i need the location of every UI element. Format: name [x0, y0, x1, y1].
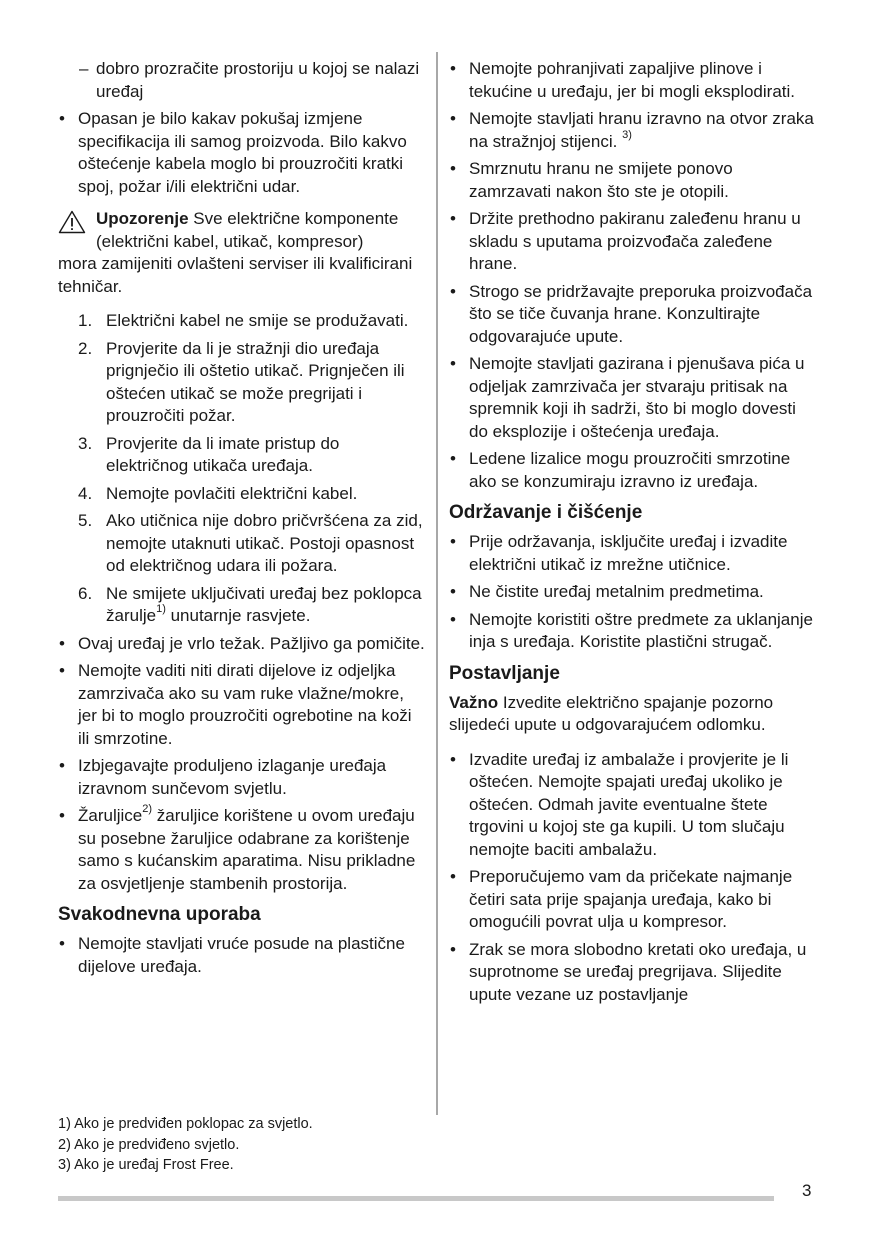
- bullet-text-tail: žarulјice korištene u ovom uređaju su posebne žarulјice odabrane za korištenje samo s kućanskim aparatima. Nisu prikladne za osvjetlјenje stambenih prostorija.: [78, 806, 416, 893]
- bullet-item: [58, 633, 426, 656]
- bullet-text: Prije održavanja, isključite uređaj i izvadite električni utikač iz mrežne utičnice.: [469, 532, 788, 574]
- bullet-item: [58, 108, 426, 198]
- footer-rule: [58, 1196, 774, 1201]
- bullet-item: [58, 933, 426, 978]
- bullet-text: Nemojte stavljati gazirana i pjenušava pića u odjeljak zamrzivača jer stvaraju pritisak na spremnik koji ih sadrži, što bi moglo dovesti do eksplozije i oštećenja uređaja.: [469, 354, 805, 441]
- bullet-text: Zrak se mora slobodno kretati oko uređaja, u suprotnome se uređaj pregrijava. Slijedite upute vezane uz postavljanje: [469, 939, 807, 1004]
- dash-item: [58, 58, 426, 103]
- right-column: [449, 58, 817, 1011]
- bullet-marker: •: [59, 109, 65, 128]
- warning-text-rest: mora zamijeniti ovlašteni serviser ili kvalificirani tehničar.: [58, 254, 413, 296]
- bullet-item: [58, 805, 426, 895]
- footnote: 2) Ako je predviđeno svjetlo.: [58, 1136, 240, 1153]
- bullet-item: [449, 58, 817, 103]
- bullet-marker: •: [450, 867, 456, 886]
- bullet-item: [449, 281, 817, 349]
- bullet-marker: •: [450, 582, 456, 601]
- bullet-item: [449, 448, 817, 493]
- bullet-text: Nemojte pohranjivati zapaljive plinove i tekućine u uređaju, jer bi mogli eksplodirati.: [469, 59, 796, 101]
- item-text: Nemojte povlačiti električni kabel.: [106, 483, 358, 503]
- page-number: 3: [802, 1181, 812, 1200]
- important-label: Važno: [449, 692, 499, 712]
- bullet-marker: •: [450, 532, 456, 551]
- warning-first-lines: [58, 208, 426, 253]
- bullet-text: Nemojte stavljati hranu izravno na otvor zraka na stražnjoj stijenci.: [469, 109, 814, 151]
- section-heading-maintenance: Održavanje i čišćenje: [449, 502, 643, 523]
- item-number: 4.: [78, 483, 93, 503]
- bullet-text: Žarulјice: [78, 806, 143, 825]
- bullet-marker: •: [450, 609, 456, 629]
- bullet-text: Smrznutu hranu ne smijete ponovo zamrzavati nakon što ste je otopili.: [469, 159, 733, 201]
- bullet-item: [449, 609, 817, 654]
- bullet-marker: •: [59, 806, 65, 825]
- bullet-marker: •: [59, 661, 65, 680]
- bullet-marker: •: [450, 209, 456, 228]
- bullet-text: Držite prethodno pakiranu zaleđenu hranu u skladu s uputama proizvođača zaleđene hrane.: [469, 209, 801, 273]
- bullet-text: Nemojte vaditi niti dirati dijelove iz odjeljka zamrzivača ako su vam ruke vlažne/mokre, jer bi to moglo prouzročiti ogrebotine na koži ili smrzotine.: [78, 661, 412, 748]
- warning-block: [58, 208, 426, 298]
- bullet-text: Nemojte koristiti oštre predmete za uklanjanje inja s uređaja. Koristite plastični strugač.: [469, 609, 813, 651]
- numbered-item: [78, 433, 426, 478]
- item-number: 3.: [78, 433, 93, 453]
- bullet-marker: •: [450, 354, 456, 373]
- footnote: 1) Ako je predviđen poklopac za svjetlo.: [58, 1116, 313, 1132]
- footnotes: [58, 1114, 426, 1176]
- bullet-item: [449, 158, 817, 203]
- bullet-text: Nemojte stavljati vruće posude na plastične dijelove uređaja.: [78, 934, 405, 976]
- bullet-text: Ne čistite uređaj metalnim predmetima.: [469, 582, 764, 601]
- footnote-ref: 1): [156, 603, 166, 616]
- footnote: 3) Ako je uređaj Frost Free.: [58, 1157, 234, 1173]
- bullet-marker: •: [450, 109, 456, 128]
- bullet-text: Izbjegavajte produljeno izlaganje uređaja izravnom sunčevom svjetlu.: [78, 756, 387, 798]
- left-column: [58, 58, 426, 983]
- bullet-text: Preporučujemo vam da pričekate najmanje četiri sata prije spajanja uređaja, kako bi omogućili povrat ulja u kompresor.: [469, 867, 793, 931]
- bullet-marker: •: [59, 756, 65, 775]
- bullet-item: [449, 749, 817, 862]
- bullet-text: Izvadite uređaj iz ambalaže i provjerite je li oštećen. Nemojte spajati uređaj ukoliko je oštećen. Odmah javite eventualne štete trgovini u kojoj ste ga kupili. U tom slučaju nemojte baciti ambalažu.: [469, 749, 789, 859]
- important-text: Izvedite električno spajanje pozorno slijedeći upute u odgovarajućem odlomku.: [449, 692, 774, 734]
- bullet-item: [449, 108, 817, 153]
- footnote-ref: 2): [142, 803, 153, 816]
- item-number: 1.: [78, 311, 93, 330]
- bullet-item: [449, 581, 817, 604]
- bullet-text: Strogo se pridržavajte preporuka proizvođača što se tiče čuvanja hrane. Konzultirajte odgovarajuće upute.: [469, 281, 813, 346]
- bullet-item: [449, 866, 817, 934]
- numbered-item: [78, 310, 426, 333]
- bullet-text: Opasan je bilo kakav pokušaj izmjene specifikacija ili samog proizvoda. Bilo kakvo oštećenje kabela moglo bi prouzročiti kratki spoj, požar i/ili električni udar.: [78, 109, 407, 196]
- bullet-item: [449, 208, 817, 276]
- section-heading-daily-use: Svakodnevna uporaba: [58, 904, 261, 925]
- item-text: Ako utičnica nije dobro pričvršćena za zid, nemojte utaknuti utikač. Postoji opasnost od električnog udara ili požara.: [106, 511, 423, 575]
- bullet-text: Ovaj uređaj je vrlo težak. Pažljivo ga pomičite.: [78, 633, 425, 653]
- item-text: Provjerite da li je stražnji dio uređaja prignječio ili oštetio utikač. Prignječen ili oštećen utikač se može pregrijati i prouzročiti požar.: [106, 338, 405, 425]
- warning-text-first: Sve električne komponente (električni kabel, utikač, kompresor): [96, 209, 399, 251]
- warning-triangle-icon: [58, 210, 86, 234]
- bullet-text: Ledene lizalice mogu prouzročiti smrzotine ako se konzumiraju izravno iz uređaja.: [469, 449, 791, 491]
- numbered-item: [78, 583, 426, 628]
- column-divider: [436, 52, 438, 1115]
- item-number: 2.: [78, 338, 93, 358]
- bullet-marker: •: [450, 59, 456, 78]
- item-number: 5.: [78, 511, 93, 530]
- bullet-item: [58, 660, 426, 750]
- dash-marker: –: [79, 59, 89, 78]
- bullet-marker: •: [59, 633, 65, 653]
- item-text-tail: unutarnje rasvjete.: [165, 606, 311, 625]
- footnote-ref: 3): [622, 128, 632, 141]
- bullet-item: [449, 939, 817, 1007]
- item-text: Ne smijete uključivati uređaj bez poklopca žarulje: [106, 583, 422, 625]
- bullet-marker: •: [450, 749, 456, 769]
- numbered-item: [78, 338, 426, 428]
- numbered-item: [78, 510, 426, 578]
- bullet-marker: •: [450, 159, 456, 178]
- bullet-marker: •: [450, 939, 456, 959]
- numbered-item: [78, 483, 426, 506]
- item-text: Električni kabel ne smije se produžavati.: [106, 311, 409, 330]
- bullet-item: [449, 531, 817, 576]
- bullet-item: [58, 755, 426, 800]
- bullet-marker: •: [450, 449, 456, 468]
- warning-label: Upozorenje: [96, 209, 189, 228]
- important-note: [449, 692, 817, 737]
- item-text: Provjerite da li imate pristup do električnog utikača uređaja.: [106, 433, 340, 475]
- bullet-marker: •: [59, 934, 65, 953]
- bullet-marker: •: [450, 281, 456, 301]
- bullet-item: [449, 353, 817, 443]
- section-heading-installation: Postavljanje: [449, 662, 560, 684]
- dash-item-text: dobro prozračite prostoriju u kojoj se nalazi uređaj: [96, 59, 420, 101]
- numbered-list: [78, 310, 426, 628]
- item-number: 6.: [78, 583, 93, 603]
